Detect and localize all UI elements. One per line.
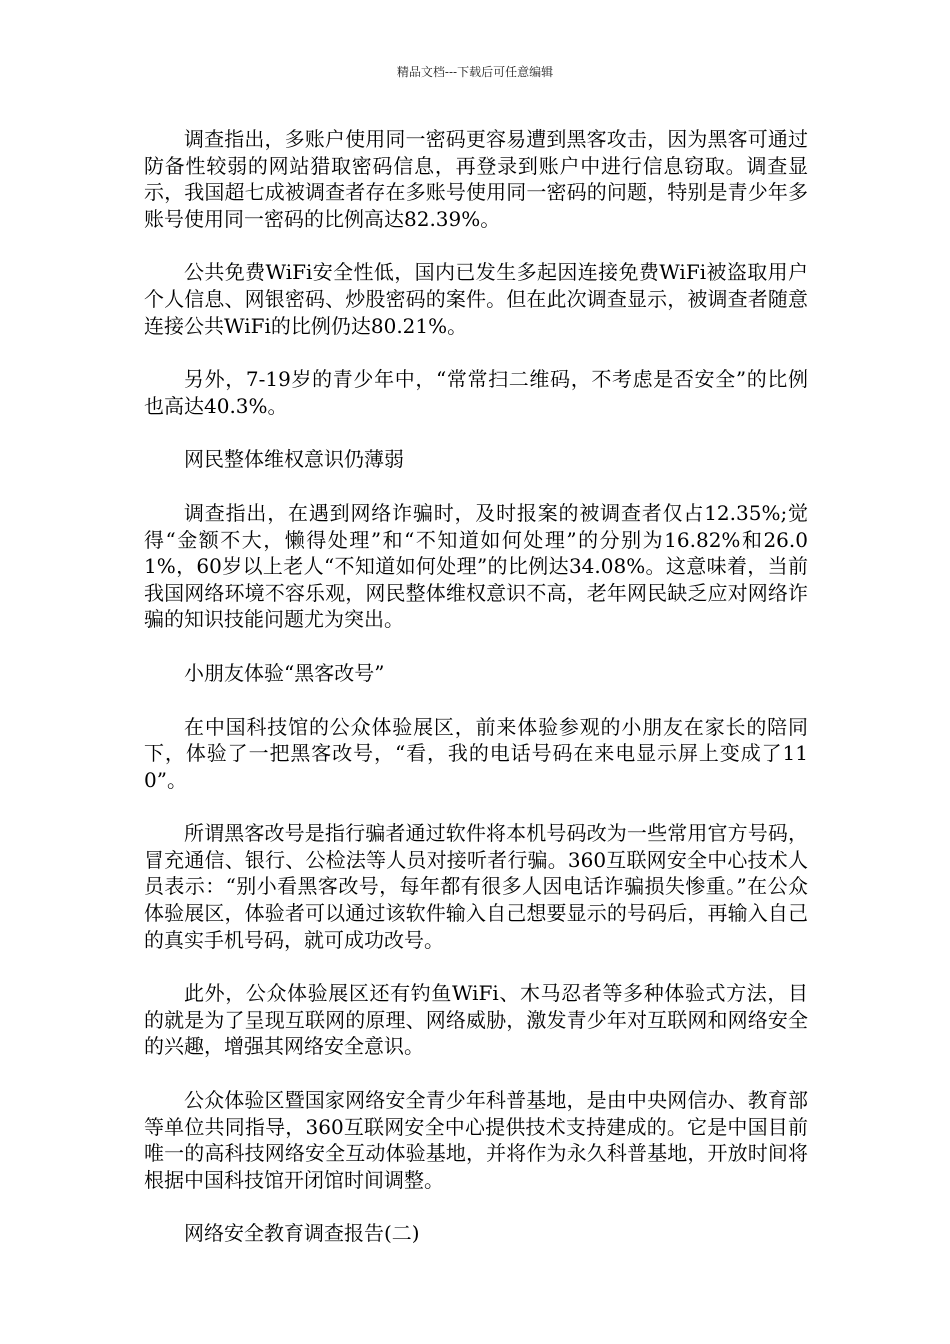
section-heading-report-two: 网络安全教育调查报告(二) xyxy=(184,1221,420,1246)
section-heading-rights-awareness: 网民整体维权意识仍薄弱 xyxy=(184,447,404,472)
paragraph-fraud-reporting: 调查指出，在遇到网络诈骗时，及时报案的被调查者仅占12.35%;觉得“金额不大，懒得处理”和“不知道如何处理”的分别为16.82%和26.01%，60岁以上老人“不知道如何处理”的比例达34.08%。这意味着，当前我国网络环境不容乐观，网民整体维权意识不高，老年网民缺乏应对网络诈骗的知识技能问题尤为突出。 xyxy=(144,500,808,632)
section-heading-hacker-number-change: 小朋友体验“黑客改号” xyxy=(184,660,385,685)
paragraph-password-reuse: 调查指出，多账户使用同一密码更容易遭到黑客攻击，因为黑客可通过防备性较弱的网站猎取密码信息，再登录到账户中进行信息窃取。调查显示，我国超七成被调查者存在多账号使用同一密码的问题，特别是青少年多账号使用同一密码的比例高达82.39%。 xyxy=(144,127,808,231)
document-body xyxy=(144,126,808,1274)
page-header: 精品文档---下载后可任意编辑 xyxy=(396,65,554,79)
paragraph-number-spoofing: 所谓黑客改号是指行骗者通过软件将本机号码改为一些常用官方号码，冒充通信、银行、公检法等人员对接听者行骗。360互联网安全中心技术人员表示：“别小看黑客改号，每年都有很多人因电话诈骗损失惨重。”在公众体验展区，体验者可以通过该软件输入自己想要显示的号码后，再输入自己的真实手机号码，就可成功改号。 xyxy=(144,821,808,952)
paragraph-public-wifi: 公共免费WiFi安全性低，国内已发生多起因连接免费WiFi被盗取用户个人信息、网银密码、炒股密码的案件。但在此次调查显示，被调查者随意连接公共WiFi的比例仍达80.21%。 xyxy=(144,260,808,338)
paragraph-kids-experience: 在中国科技馆的公众体验展区，前来体验参观的小朋友在家长的陪同下，体验了一把黑客改号，“看，我的电话号码在来电显示屏上变成了110”。 xyxy=(144,714,808,792)
paragraph-qr-code: 另外，7-19岁的青少年中，“常常扫二维码，不考虑是否安全”的比例也高达40.3%。 xyxy=(144,367,808,418)
paragraph-science-base: 公众体验区暨国家网络安全青少年科普基地，是由中央网信办、教育部等单位共同指导，360互联网安全中心提供技术支持建成的。它是中国目前唯一的高科技网络安全互动体验基地，并将作为永久科普基地，开放时间将根据中国科技馆开闭馆时间调整。 xyxy=(144,1088,808,1192)
paragraph-experience-methods: 此外，公众体验展区还有钓鱼WiFi、木马忍者等多种体验式方法，目的就是为了呈现互联网的原理、网络威胁，激发青少年对互联网和网络安全的兴趣，增强其网络安全意识。 xyxy=(144,981,808,1059)
